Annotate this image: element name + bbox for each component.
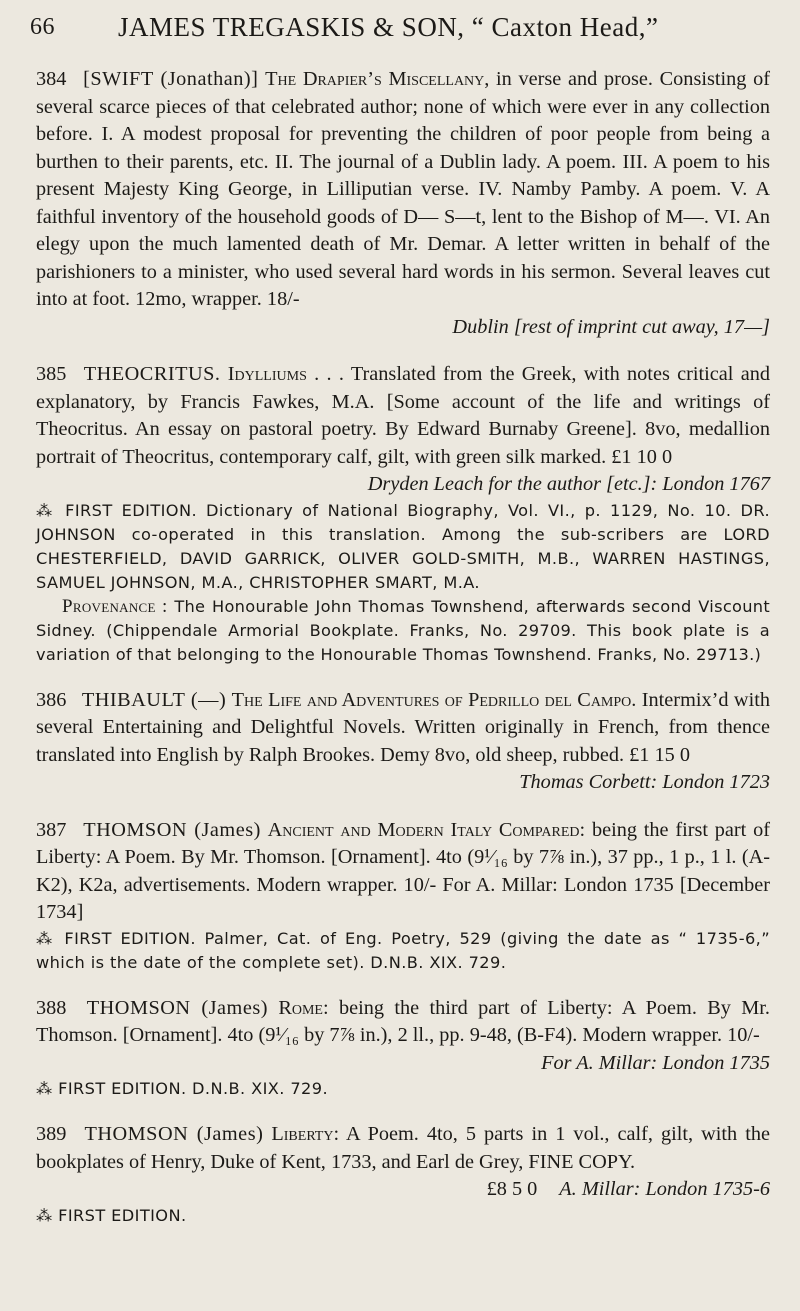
entry-number: 388 [36,996,67,1019]
entry-heading: THEOCRITUS. [83,363,221,385]
entry-imprint-line [36,314,770,342]
running-header [30,4,770,44]
entry-title: Ancient and Modern Italy Compared: [267,818,586,841]
entry-description [36,1121,770,1176]
entry-body: Translated from the Greek, with notes critical and explanatory, by Francis Fawkes, M.A. [Some account of the life and writings of Theocritus. An essay on pastoral poetry. By Edward Burnaby Greene]. 8vo, medallion portrait of Theocritus, contemporary calf, gilt, with green silk marked. [36,363,770,468]
entry-note: ⁂ FIRST EDITION. [36,1205,187,1225]
entry-title: Rome: [278,996,329,1019]
entry-description [36,687,770,770]
header-title: JAMES TREGASKIS & SON, “ Caxton Head,” [118,12,659,42]
entry-imprint-line [36,1176,770,1204]
entry-title: The Life and Adventures of Pedrillo del Campo. [231,688,637,711]
entry-title: Idylliums . . . [227,363,344,385]
catalogue-entry-386 [36,687,770,797]
entry-price: £8 5 0 [486,1178,538,1200]
entry-title: The Drapier’s Miscellany, [265,68,490,90]
entry-heading: THOMSON (James) [84,1123,264,1145]
entry-note: ⁂ FIRST EDITION. D.N.B. XIX. 729. [36,1079,328,1098]
entry-imprint: Thomas Corbett: London 1723 [519,771,770,793]
page-number: 66 [30,14,55,40]
entry-note: ⁂ FIRST EDITION. Palmer, Cat. of Eng. Poetry, 529 (giving the date as “ 1735-6,” which is the date of the complete set). D.N.B. XIX. 729. [36,928,770,972]
entry-description [36,995,770,1050]
entry-number: 387 [36,818,67,841]
entry-number: 385 [36,363,67,385]
entry-imprint: Dryden Leach for the author [etc.]: London 1767 [367,473,770,495]
entry-body: being the third part of Liberty: A Poem. By Mr. Thomson. [Ornament]. 4to (9¹⁄₁₆ by 7⅞ in.), 2 ll., pp. 9-48, (B-F4). Modern wrapper. 10/- [36,996,770,1046]
entry-imprint: For A. Millar: London 1735 [541,1051,770,1074]
entry-body: A Poem. 4to, 5 parts in 1 vol., calf, gilt, with the bookplates of Henry, Duke of Kent, 1733, and Earl de Grey, FINE COPY. [36,1123,770,1173]
catalogue-entry-388 [36,995,770,1102]
entry-description [36,361,770,471]
entry-description [36,66,770,314]
entry-imprint: Dublin [rest of imprint cut away, 17—] [452,315,770,338]
entry-number: 386 [36,688,67,711]
entry-heading: [SWIFT (Jonathan)] [83,68,259,90]
entry-price: £1 15 0 [629,743,690,766]
entry-number: 384 [36,68,67,90]
entry-body: Intermix’d with several Entertaining and Delightful Novels. Written originally in French, from thence translated into English by Ralph Brookes. Demy 8vo, old sheep, rubbed. [36,688,770,766]
catalogue-entry-384 [36,66,770,341]
catalogue-entry-389 [36,1121,770,1228]
entry-heading: THIBAULT (—) [81,688,227,711]
catalogue-entry-387 [36,817,770,975]
entry-imprint-line [36,471,770,499]
entry-imprint: A. Millar: London 1735-6 [559,1178,770,1200]
provenance-text: The Honourable John Thomas Townshend, afterwards second Viscount Sidney. (Chippendale Armorial Bookplate. Franks, No. 29709. This book plate is a variation of that belonging to the Honourable Thomas Townshend. Franks, No. 29713.) [36,596,770,664]
provenance-label: Provenance : [62,595,168,617]
catalogue-entry-385 [36,361,770,667]
entry-imprint-line [36,769,770,797]
entry-description [36,817,770,927]
entry-heading: THOMSON (James) [86,996,268,1019]
entry-title: Liberty: [271,1123,340,1145]
entry-body: being the first part of Liberty: A Poem. By Mr. Thomson. [Ornament]. 4to (9¹⁄₁₆ by 7⅞ in.), 37 pp., 1 p., 1 l. (A-K2), K2a, advertisements. Modern wrapper. 10/- For A. Millar: London 1735 [December 1734] [36,818,770,923]
entry-imprint-line [36,1050,770,1078]
entry-body: in verse and prose. Consisting of several scarce pieces of that celebrated author; none of which were ever in any collection before. I. A modest proposal for preventing the children of poor people from being a burthen to their parents, etc. II. The journal of a Dublin lady. A poem. III. A poem to his present Majesty King George, in Lilliputian verse. IV. Namby Pamby. A poem. V. A faithful inventory of the household goods of D— S—t, lent to the Bishop of M—. VI. An elegy upon the much lamented death of Mr. Demar. A letter written in behalf of the parishioners to a minister, who used several hard words in his sermon. Several leaves cut into at foot. 12mo, wrapper. 18/- [36,68,770,310]
entry-list [36,66,770,1248]
entry-provenance [36,595,770,667]
entry-price: £1 10 0 [611,445,673,468]
entry-heading: THOMSON (James) [83,818,261,841]
entry-note: ⁂ FIRST EDITION. Dictionary of National Biography, Vol. VI., p. 1129, No. 10. DR. JOHNSON co-operated in this translation. Among the sub-scribers are LORD CHESTERFIELD, DAVID GARRICK, OLIVER GOLD-SMITH, M.B., WARREN HASTINGS, SAMUEL JOHNSON, M.A., CHRISTOPHER SMART, M.A. [36,500,770,592]
entry-number: 389 [36,1123,67,1145]
